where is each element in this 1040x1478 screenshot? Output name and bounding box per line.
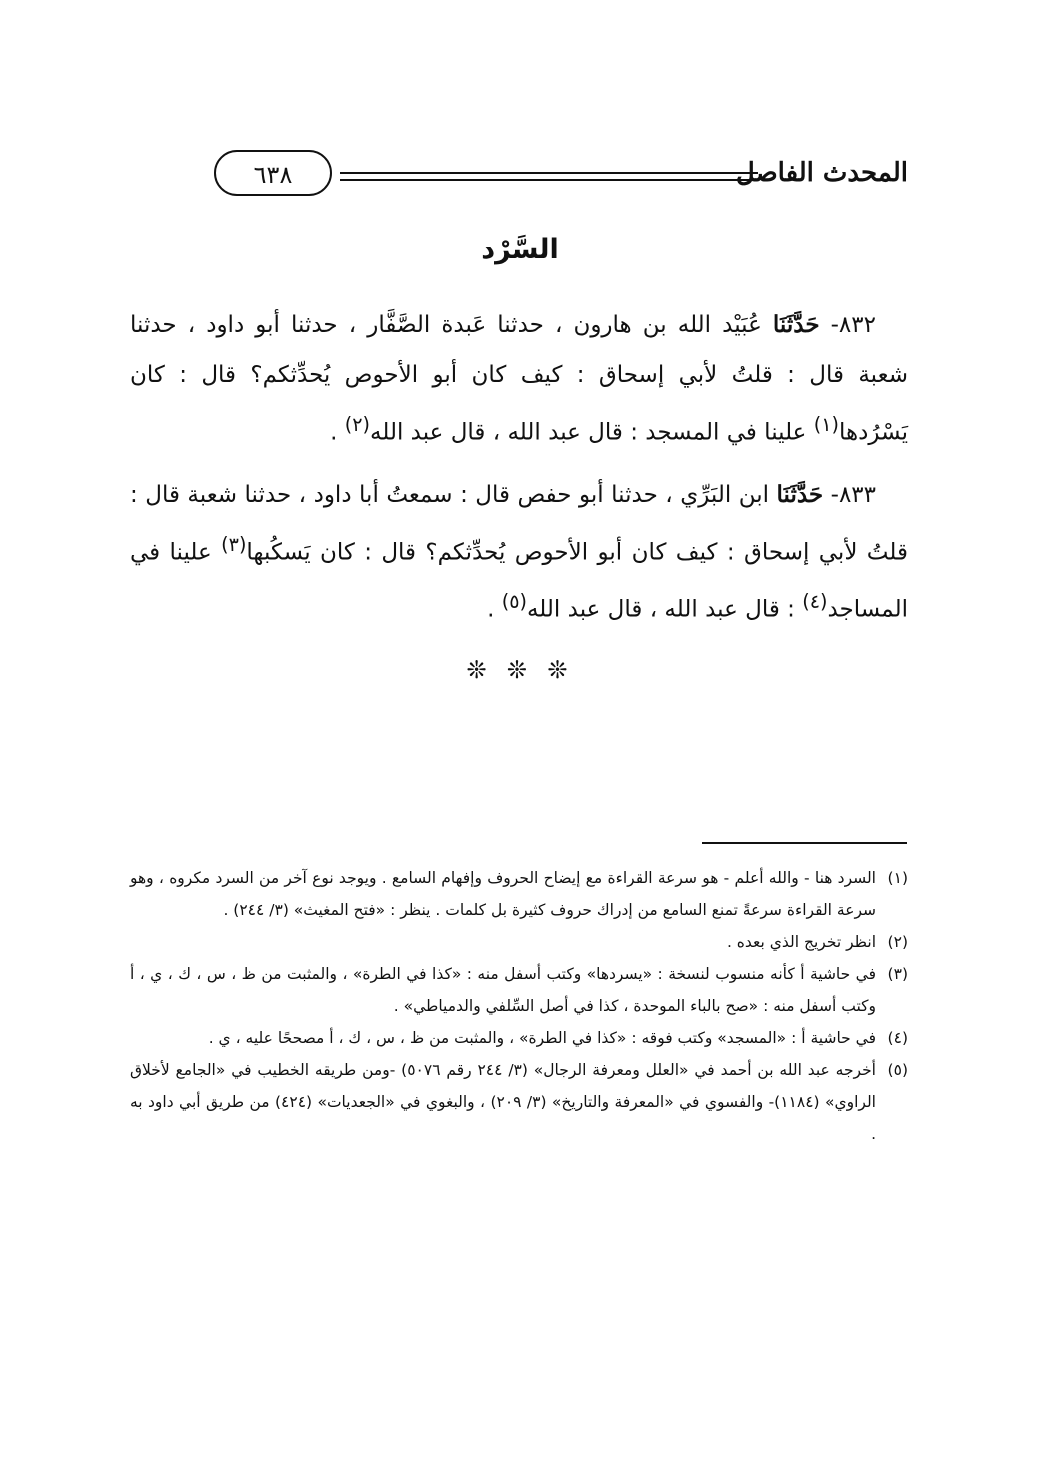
footnote-ref[interactable]: (٤) [802, 590, 828, 614]
running-header [130, 150, 908, 202]
hadith-paragraph [130, 470, 908, 635]
hadith-paragraph [130, 300, 908, 458]
hadith-number: ٨٣٣- [823, 481, 876, 508]
section-title: السَّرْد [481, 234, 559, 265]
hadith-text: : قال عبد الله ، قال عبد الله [526, 596, 803, 623]
hadith-text: علينا في المساجد [130, 539, 908, 623]
page-number: ٦٣٨ [214, 150, 332, 196]
footnote-number: (٤) [887, 1029, 908, 1047]
footnote-text: انظر تخريج الذي بعده . [726, 933, 876, 951]
footnote-ref[interactable]: (٣) [221, 532, 247, 556]
narration-word: حَدَّثَنَا [772, 311, 820, 338]
book-title: المحدث الفاصل [735, 158, 908, 188]
footnote [130, 1022, 908, 1054]
footnote [130, 862, 908, 926]
footnote [130, 1054, 908, 1150]
footnote-text: السرد هنا - والله أعلم - هو سرعة القراءة مع إيضاح الحروف وإفهام السامع . ويوجد نوع آخر من السرد مكروه ، وهو سرعة القراءة سرعةً تمنع السامع من إدراك حروف كثيرة بل كلمات . ينظر : «فتح المغيث» (٣/ ٢٤٤) . [130, 869, 876, 919]
section-separator: ❊ ❊ ❊ [466, 656, 574, 684]
footnote [130, 958, 908, 1022]
footnote-text: في حاشية أ كأنه منسوب لنسخة : «يسردها» وكتب أسفل منه : «كذا في الطرة» ، والمثبت من ظ ، س ، ك ، ي ، أ وكتب أسفل منه : «صح بالباء الموحدة ، كذا في أصل السِّلفي والدمياطي» . [130, 965, 876, 1015]
footnotes [130, 862, 908, 1150]
footnote-ref[interactable]: (٥) [501, 590, 527, 614]
hadith-text: عُبَيْد الله بن هارون ، حدثنا عَبدة الصَّفَّار ، حدثنا أبو داود ، حدثنا شعبة قال : قلتُ لأبي إسحاق : كيف كان أبو الأحوص يُحدِّثكم؟ قال : كان يَسْرُدها [130, 312, 908, 446]
footnote-ref[interactable]: (١) [813, 413, 839, 436]
hadith-number: ٨٣٢- [819, 312, 876, 338]
sentence-end: . [330, 419, 345, 446]
footnote-number: (٥) [887, 1061, 908, 1079]
footnote-number: (٣) [887, 965, 908, 983]
footnote-ref[interactable]: (٢) [344, 413, 371, 436]
hadith-text: علينا في المسجد : قال عبد الله ، قال عبد الله [370, 419, 814, 446]
footnote-number: (٢) [887, 933, 908, 951]
footnote-text: أخرجه عبد الله بن أحمد في «العلل ومعرفة الرجال» (٣/ ٢٤٤ رقم ٥٠٧٦) -ومن طريقه الخطيب في «الجامع لأخلاق الراوي» (١١٨٤)- والفسوي في «المعرفة والتاريخ» (٣/ ٢٠٩) ، والبغوي في «الجعديات» (٤٢٤) من طريق أبي داود به . [130, 1061, 876, 1143]
footnote-divider [702, 842, 907, 844]
footnote-text: في حاشية أ : «المسجد» وكتب فوقه : «كذا في الطرة» ، والمثبت من ظ ، س ، ك ، أ مصححًا عليه ، ي . [208, 1029, 876, 1047]
footnote-number: (١) [887, 869, 908, 887]
narration-word: حَدَّثَنَا [776, 480, 824, 508]
sentence-end: . [487, 596, 502, 623]
hadith-text: ابن البَرِّي ، حدثنا أبو حفص قال : سمعتُ أبا داود ، حدثنا شعبة قال : قلتُ لأبي إسحاق : كيف كان أبو الأحوص يُحدِّثكم؟ قال : كان يَسكُبها [130, 481, 909, 566]
footnote [130, 926, 908, 958]
header-double-rule [340, 172, 758, 181]
main-text [130, 300, 908, 647]
